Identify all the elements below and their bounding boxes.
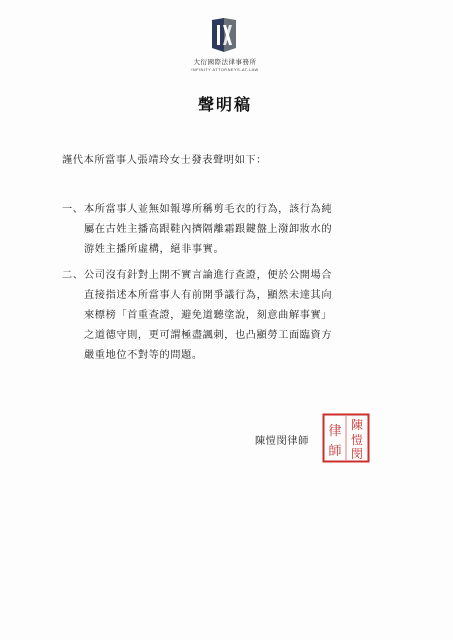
firm-name-chinese: 大衍國際法律事務所 [193,58,257,66]
item-line: 游姓主播所虛構，絕非事實。 [84,244,225,255]
item-line: 直接指述本所當事人有前開爭議行為，顯然未達其向 [84,290,333,301]
item-line: 本所當事人並無如報導所稱剪毛衣的行為，該行為純 [84,204,333,215]
item-line: 屬在古姓主播高跟鞋內擠隔離霜跟鍵盤上潑卸妝水的 [84,224,333,235]
intro-paragraph: 謹代本所當事人張靖玲女士發表聲明如下： [62,155,267,166]
item-line: 來標榜「首重查證，避免道聽塗說，刻意曲解事實」 [84,310,333,321]
item-line: 嚴重地位不對等的問題。 [84,350,203,361]
item-line: 公司沒有針對上開不實言論進行查證，便於公開場合 [84,270,333,281]
svg-text:律: 律 [328,424,342,439]
red-seal-stamp-icon [322,413,370,463]
item-number: 一、 [62,204,84,215]
svg-text:閔: 閔 [350,447,364,461]
item-number: 二、 [62,270,84,281]
svg-text:愷: 愷 [350,433,364,447]
signer-name: 陳愷閔律師 [255,436,309,447]
firm-name-english: INFINITY ATTORNEYS-AT-LAW [191,67,259,72]
svg-text:陳: 陳 [350,418,364,432]
svg-text:師: 師 [328,444,342,459]
item-line: 之道德守則，更可謂極盡諷刺，也凸顯勞工面臨資方 [84,330,333,341]
document-title: 聲明稿 [197,95,252,114]
firm-logo-icon [210,18,238,52]
